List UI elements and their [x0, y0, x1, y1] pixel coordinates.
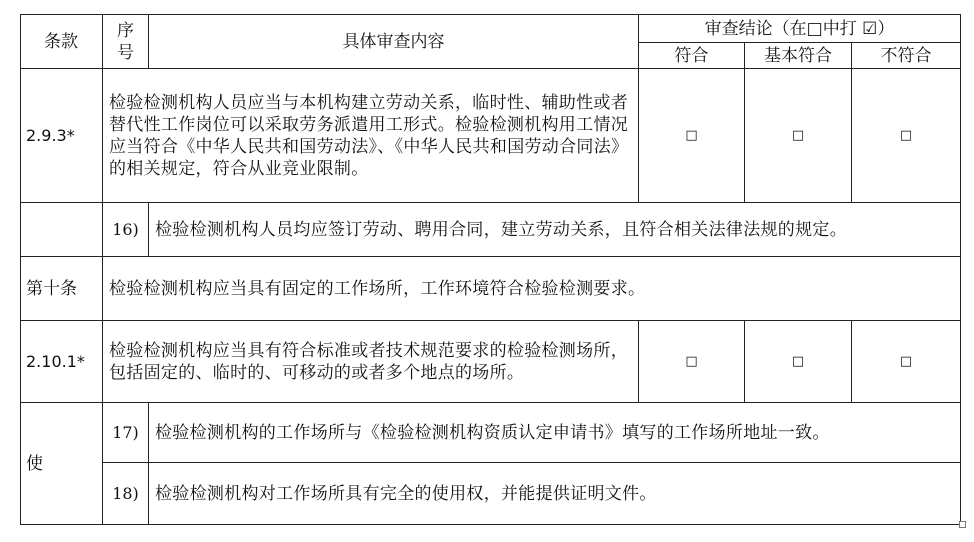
- table-resize-handle[interactable]: [959, 521, 966, 528]
- table-row: [21, 321, 961, 403]
- clause-cell: 第十条: [21, 257, 103, 321]
- header-conclusion: 审查结论（在□中打 ☑）: [639, 15, 961, 43]
- header-not-comply: 不符合: [852, 43, 961, 69]
- clause-cell: 2.10.1*: [21, 321, 103, 403]
- checkbox-basic-comply[interactable]: □: [745, 321, 852, 403]
- checkbox-comply[interactable]: □: [639, 321, 745, 403]
- seq-cell: 16): [103, 203, 149, 257]
- clause-cell: 2.9.3*: [21, 69, 103, 203]
- table-row: [21, 257, 961, 321]
- header-clause: 条款: [21, 15, 103, 69]
- review-table: [20, 14, 961, 525]
- content-cell: 检验检测机构对工作场所具有完全的使用权，并能提供证明文件。: [149, 463, 961, 525]
- checkbox-basic-comply[interactable]: □: [745, 69, 852, 203]
- header-seq: 序 号: [103, 15, 149, 69]
- header-content: 具体审查内容: [149, 15, 639, 69]
- header-comply: 符合: [639, 43, 745, 69]
- table-row: [21, 403, 961, 463]
- seq-cell: 17): [103, 403, 149, 463]
- content-cell: 检验检测机构应当具有固定的工作场所，工作环境符合检验检测要求。: [103, 257, 961, 321]
- checkbox-not-comply[interactable]: □: [852, 69, 961, 203]
- content-cell: 检验检测机构的工作场所与《检验检测机构资质认定申请书》填写的工作场所地址一致。: [149, 403, 961, 463]
- seq-cell: 18): [103, 463, 149, 525]
- checkbox-comply[interactable]: □: [639, 69, 745, 203]
- clause-cell: [21, 203, 103, 257]
- content-cell: 检验检测机构人员应当与本机构建立劳动关系，临时性、辅助性或者替代性工作岗位可以采取劳务派遣用工形式。检验检测机构用工情况应当符合《中华人民共和国劳动法》、《中华人民共和国劳动合同法》的相关规定，符合从业竞业限制。: [103, 69, 639, 203]
- clause-cell: 使: [21, 403, 103, 525]
- content-cell: 检验检测机构应当具有符合标准或者技术规范要求的检验检测场所，包括固定的、临时的、可移动的或者多个地点的场所。: [103, 321, 639, 403]
- checkbox-not-comply[interactable]: □: [852, 321, 961, 403]
- content-cell: 检验检测机构人员均应签订劳动、聘用合同，建立劳动关系，且符合相关法律法规的规定。: [149, 203, 961, 257]
- table-row: [21, 463, 961, 525]
- table-row: [21, 203, 961, 257]
- header-row: [21, 15, 961, 43]
- review-table-page: [20, 14, 960, 522]
- table-row: [21, 69, 961, 203]
- header-basic-comply: 基本符合: [745, 43, 852, 69]
